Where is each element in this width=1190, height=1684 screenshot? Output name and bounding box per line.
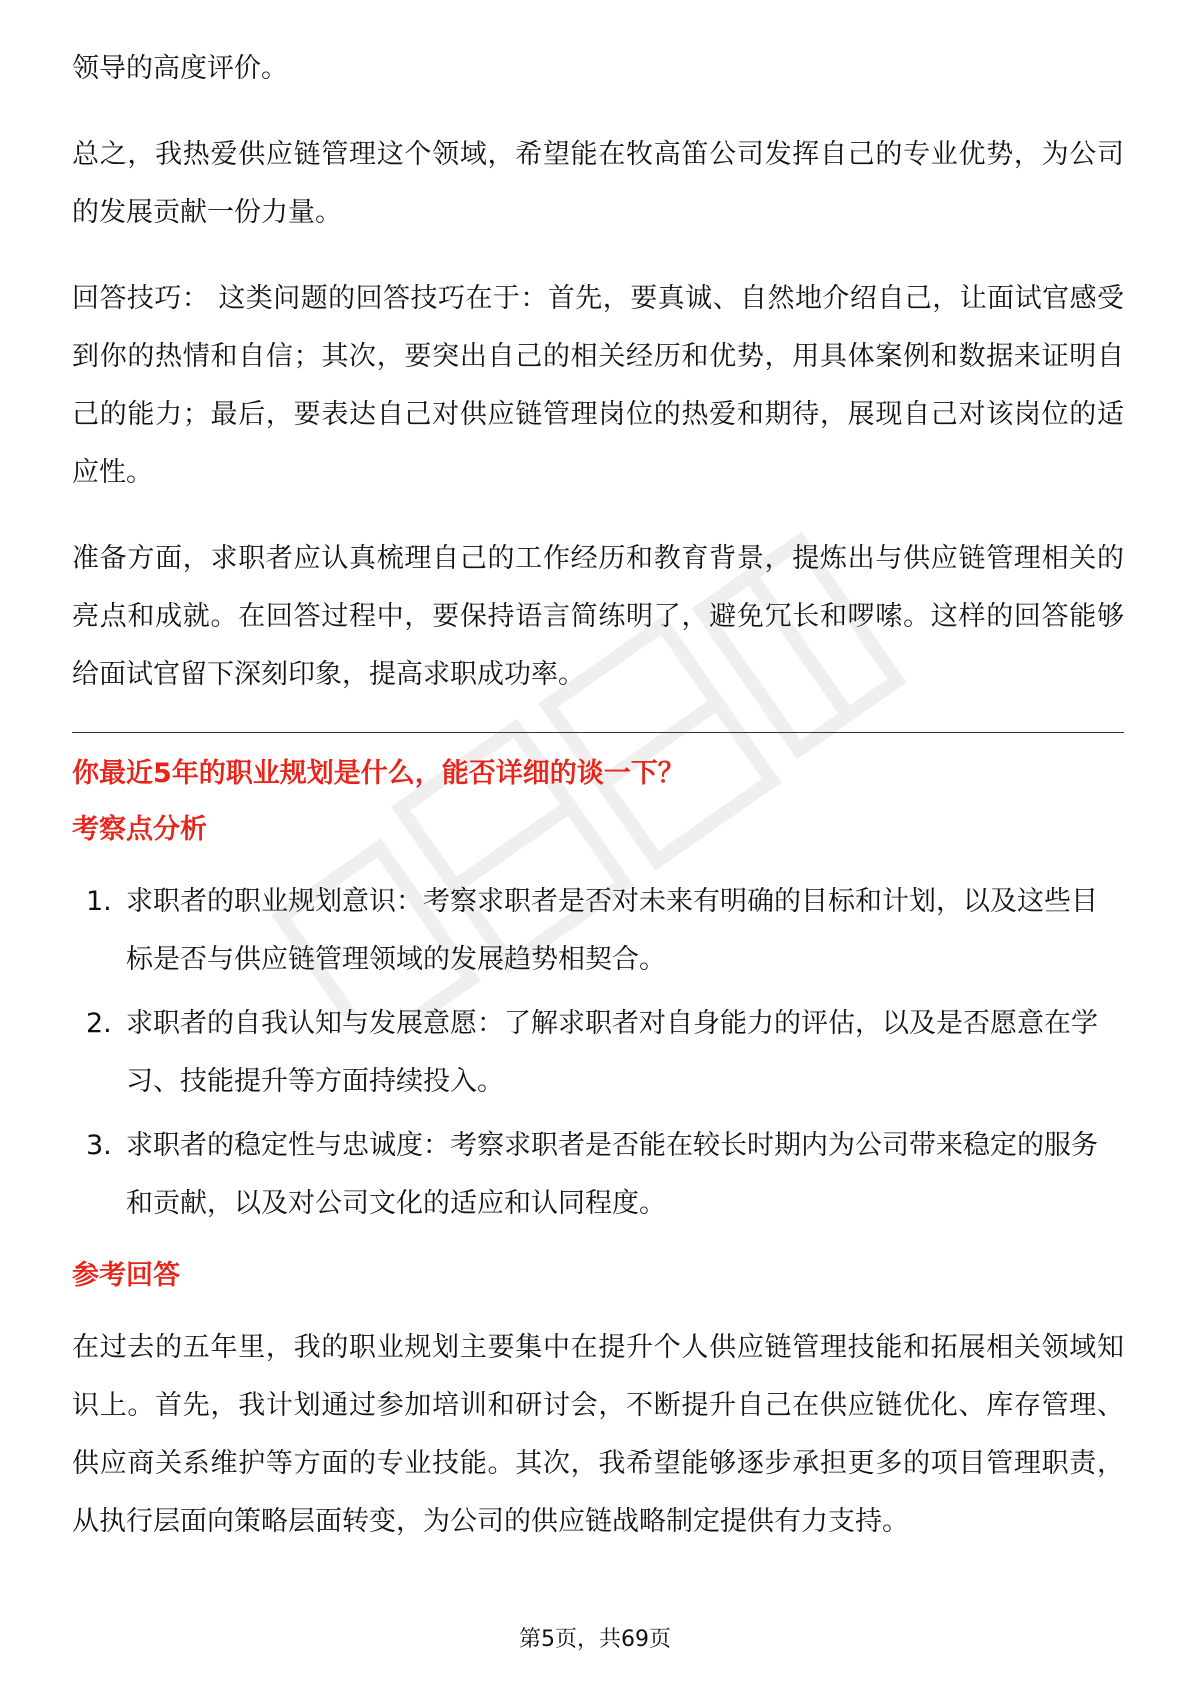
paragraph-preparation: 准备方面，求职者应认真梳理自己的工作经历和教育背景，提炼出与供应链管理相关的亮点和成就。在回答过程中，要保持语言简练明了，避免冗长和啰嗦。这样的回答能够给面试官留下深刻印象，提高求职成功率。 bbox=[72, 543, 1124, 690]
list-item bbox=[72, 873, 1124, 989]
list-item bbox=[72, 995, 1124, 1111]
main-content bbox=[72, 40, 1124, 1579]
list-item-number: 2. bbox=[86, 1008, 112, 1039]
list-item-text: 求职者的稳定性与忠诚度：考察求职者是否能在较长时期内为公司带来稳定的服务和贡献，以及对公司文化的适应和认同程度。 bbox=[126, 1130, 1098, 1219]
paragraph-answer-tips: 回答技巧： 这类问题的回答技巧在于：首先，要真诚、自然地介绍自己，让面试官感受到你的热情和自信；其次，要突出自己的相关经历和优势，用具体案例和数据来证明自己的能力；最后，要表达自己对供应链管理岗位的热爱和期待，展现自己对该岗位的适应性。 bbox=[72, 283, 1124, 488]
list-item-text: 求职者的职业规划意识：考察求职者是否对未来有明确的目标和计划，以及这些目标是否与供应链管理领域的发展趋势相契合。 bbox=[126, 886, 1098, 975]
answer-paragraph: 在过去的五年里，我的职业规划主要集中在提升个人供应链管理技能和拓展相关领域知识上。首先，我计划通过参加培训和研讨会，不断提升自己在供应链优化、库存管理、供应商关系维护等方面的专业技能。其次，我希望能够逐步承担更多的项目管理职责，从执行层面向策略层面转变，为公司的供应链战略制定提供有力支持。 bbox=[72, 1332, 1124, 1537]
analysis-heading: 考察点分析 bbox=[72, 814, 207, 845]
paragraph-2: 总之，我热爱供应链管理这个领域，希望能在牧高笛公司发挥自己的专业优势，为公司的发展贡献一份力量。 bbox=[72, 139, 1124, 228]
paragraph-1: 领导的高度评价。 bbox=[72, 53, 288, 84]
list-item bbox=[72, 1117, 1124, 1233]
section-divider bbox=[72, 732, 1124, 733]
analysis-list bbox=[72, 873, 1124, 1233]
answer-heading: 参考回答 bbox=[72, 1260, 180, 1291]
list-item-text: 求职者的自我认知与发展意愿：了解求职者对自身能力的评估，以及是否愿意在学习、技能提升等方面持续投入。 bbox=[126, 1008, 1098, 1097]
question-title: 你最近5年的职业规划是什么，能否详细的谈一下？ bbox=[72, 758, 685, 789]
list-item-number: 1. bbox=[86, 886, 112, 917]
page-footer: 第5页，共69页 bbox=[519, 1627, 671, 1652]
list-item-number: 3. bbox=[86, 1130, 112, 1161]
